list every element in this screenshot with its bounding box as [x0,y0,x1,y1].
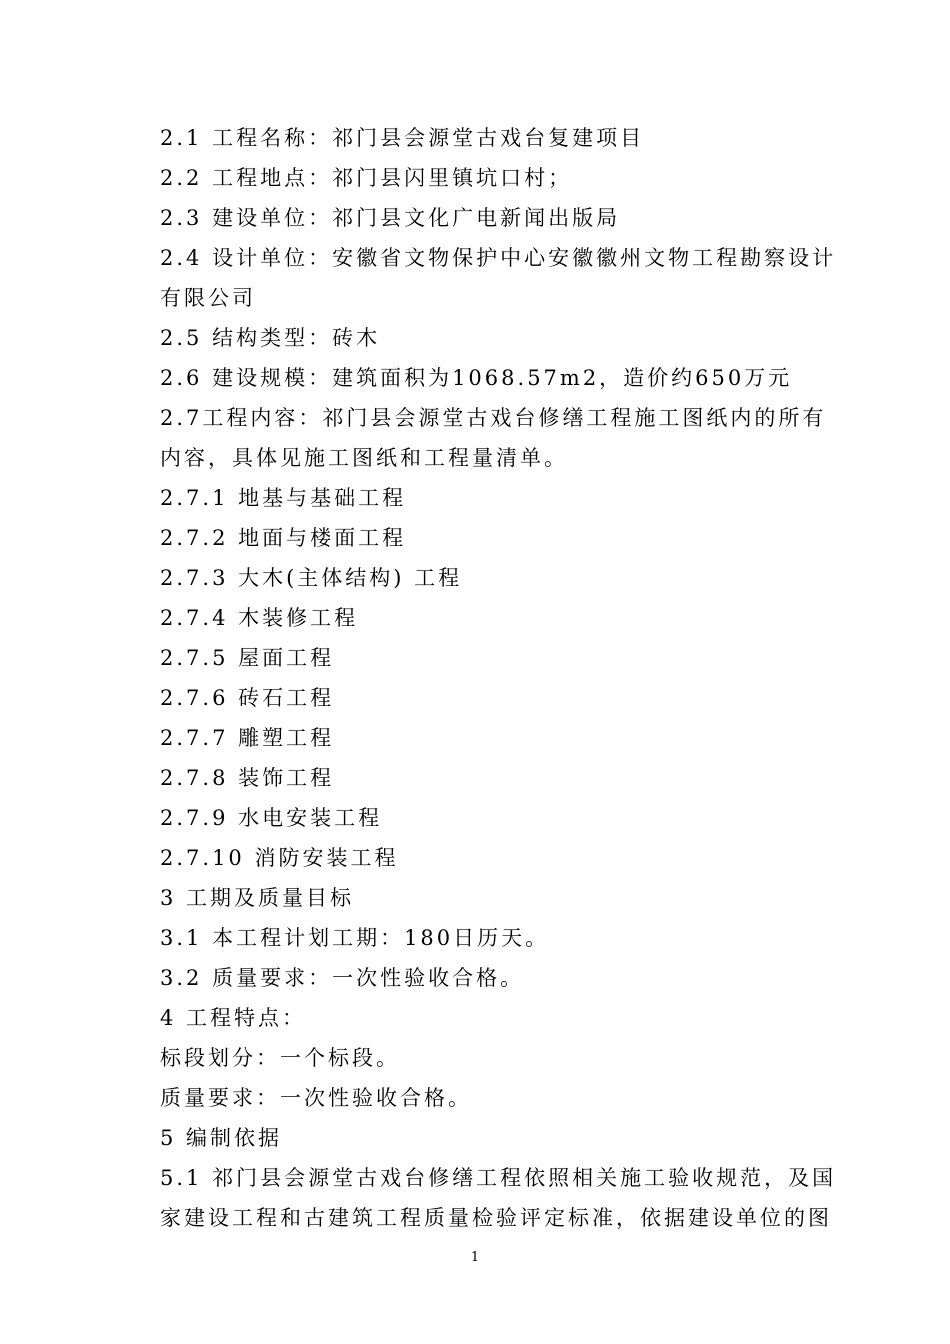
section-4-bid-division: 标段划分：一个标段。 [160,1046,400,1070]
section-5-heading: 5 编制依据 [160,1126,283,1150]
section-2-7-project-content: 2.7工程内容：祁门县会源堂古戏台修缮工程施工图纸内的所有 [160,406,827,430]
document-body [160,118,840,1238]
section-2-3-construction-unit: 2.3 建设单位：祁门县文化广电新闻出版局 [160,206,621,230]
section-5-1-basis-cont: 家建设工程和古建筑工程质量检验评定标准，依据建设单位的图 [160,1206,832,1230]
section-2-1-project-name: 2.1 工程名称：祁门县会源堂古戏台复建项目 [160,126,645,150]
page-number: 1 [470,1250,480,1265]
section-2-4-design-unit-cont: 有限公司 [160,286,256,310]
section-2-7-3: 2.7.3 大木(主体结构) 工程 [160,566,463,590]
section-4-heading: 4 工程特点： [160,1006,307,1030]
section-2-7-8: 2.7.8 装饰工程 [160,766,335,790]
section-2-7-10: 2.7.10 消防安装工程 [160,846,399,870]
section-2-7-5: 2.7.5 屋面工程 [160,646,335,670]
section-2-6-construction-scale: 2.6 建设规模：建筑面积为1068.57m2，造价约650万元 [160,366,793,390]
section-5-1-basis: 5.1 祁门县会源堂古戏台修缮工程依照相关施工验收规范，及国 [160,1166,837,1190]
section-2-7-6: 2.7.6 砖石工程 [160,686,335,710]
section-3-1-schedule: 3.1 本工程计划工期：180日历天。 [160,926,550,950]
section-3-heading: 3 工期及质量目标 [160,886,355,910]
section-4-quality: 质量要求：一次性验收合格。 [160,1086,472,1110]
section-2-4-design-unit: 2.4 设计单位：安徽省文物保护中心安徽徽州文物工程勘察设计 [160,246,837,270]
section-2-7-4: 2.7.4 木装修工程 [160,606,359,630]
section-2-7-9: 2.7.9 水电安装工程 [160,806,383,830]
section-2-7-2: 2.7.2 地面与楼面工程 [160,526,407,550]
section-3-2-quality: 3.2 质量要求：一次性验收合格。 [160,966,525,990]
section-2-7-1: 2.7.1 地基与基础工程 [160,486,407,510]
section-2-7-7: 2.7.7 雕塑工程 [160,726,335,750]
section-2-2-project-location: 2.2 工程地点：祁门县闪里镇坑口村； [160,166,573,190]
section-2-5-structure-type: 2.5 结构类型：砖木 [160,326,381,350]
section-2-7-project-content-cont: 内容，具体见施工图纸和工程量清单。 [160,446,568,470]
